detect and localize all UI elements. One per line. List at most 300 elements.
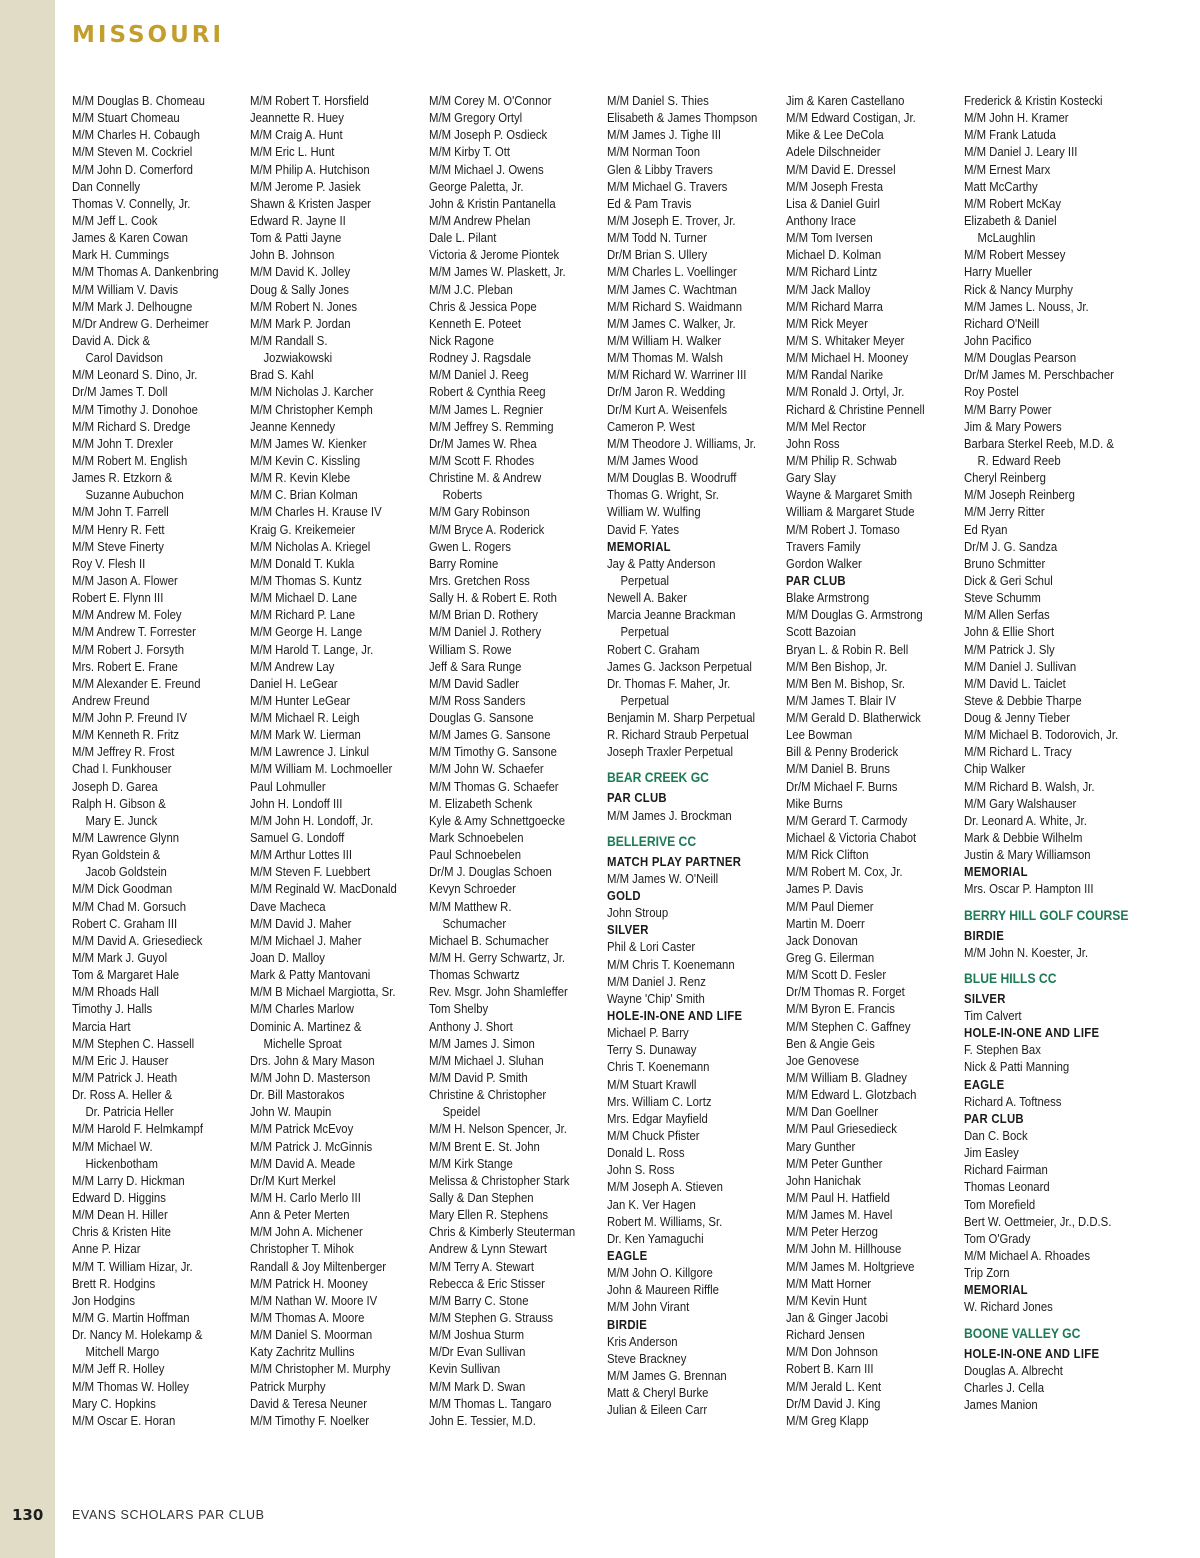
donor-name: M/M Kirby T. Ott	[429, 145, 511, 160]
donor-name: Jack Donovan	[786, 933, 858, 948]
donor-name: M/M James J. Tighe III	[607, 128, 722, 143]
donor-name: M/M Steve Finerty	[72, 539, 164, 554]
donor-name-continuation: McLaughlin	[977, 231, 1036, 246]
donor-name: Mike Burns	[786, 796, 843, 811]
donor-name: Robert B. Karn III	[786, 1362, 874, 1377]
donor-name: M/M John D. Comerford	[72, 162, 193, 177]
donor-name: Brad S. Kahl	[250, 368, 314, 383]
donor-name: M/M James W. O'Neill	[607, 871, 719, 886]
donor-name: M/M John M. Hillhouse	[786, 1242, 902, 1257]
donor-name: M/M James L. Nouss, Jr.	[964, 299, 1089, 314]
donor-name: Dr. Nancy M. Holekamp &	[72, 1328, 203, 1343]
donor-name: Richard & Christine Pennell	[786, 402, 925, 417]
giving-level-heading: MEMORIAL	[964, 865, 1028, 880]
donor-name: James G. Jackson Perpetual	[607, 659, 752, 674]
donor-name: Thomas Leonard	[964, 1180, 1050, 1195]
donor-name: John B. Johnson	[250, 248, 335, 263]
donor-name: Mark Schnoebelen	[429, 831, 524, 846]
donor-name: M/M Thomas W. Holley	[72, 1379, 189, 1394]
donor-name: M/M Philip A. Hutchison	[250, 162, 370, 177]
donor-name: M/M Jeffrey R. Frost	[72, 745, 175, 760]
donor-name-continuation: Roberts	[442, 488, 483, 503]
donor-name: M/M William H. Walker	[607, 333, 722, 348]
donor-name: M/M Stuart Chomeau	[72, 111, 180, 126]
donor-name: M/M William M. Lochmoeller	[250, 762, 393, 777]
donor-column-1	[72, 93, 219, 1430]
donor-name: M/M Daniel S. Moorman	[250, 1328, 373, 1343]
donor-name: M/M Mark P. Jordan	[250, 316, 351, 331]
donor-name: M/M John P. Freund IV	[72, 711, 188, 726]
donor-name: M/M Robert McKay	[964, 196, 1062, 211]
donor-name: Kevyn Schroeder	[429, 882, 516, 897]
donor-name: M/M Ben M. Bishop, Sr.	[786, 676, 906, 691]
donor-name: M/M Barry C. Stone	[429, 1293, 529, 1308]
donor-name: M/M John O. Killgore	[607, 1266, 713, 1281]
donor-name: Anthony Irace	[786, 213, 856, 228]
donor-name: M/M Edward L. Glotzbach	[786, 1088, 917, 1103]
donor-name: M/M James J. Brockman	[607, 808, 732, 823]
donor-name: James & Karen Cowan	[72, 231, 188, 246]
donor-name: M/M Thomas G. Schaefer	[429, 779, 559, 794]
donor-name: Robert E. Flynn III	[72, 591, 164, 606]
donor-name: M/M R. Kevin Klebe	[250, 471, 351, 486]
donor-name: M/M Rhoads Hall	[72, 985, 159, 1000]
giving-level-heading: BIRDIE	[607, 1317, 648, 1332]
donor-name: Jeanne Kennedy	[250, 419, 336, 434]
donor-name: Barry Romine	[429, 556, 499, 571]
donor-name: Mary Gunther	[786, 1139, 856, 1154]
donor-name: M/M Robert J. Tomaso	[786, 522, 900, 537]
donor-name: Martin M. Doerr	[786, 916, 865, 931]
giving-level-heading: HOLE-IN-ONE AND LIFE	[607, 1009, 743, 1024]
donor-name: M/M David J. Maher	[250, 916, 352, 931]
footer-title: EVANS SCHOLARS PAR CLUB	[72, 1508, 265, 1522]
giving-level-heading: EAGLE	[964, 1077, 1005, 1092]
donor-name: M/M David Sadler	[429, 676, 520, 691]
donor-name: Matt McCarthy	[964, 179, 1038, 194]
donor-name: M/M Richard W. Warriner III	[607, 368, 747, 383]
donor-name: Dr. Ross A. Heller &	[72, 1088, 173, 1103]
donor-name: Katy Zachritz Mullins	[250, 1345, 355, 1360]
donor-name: Michael B. Schumacher	[429, 933, 549, 948]
donor-name: Jim Easley	[964, 1146, 1019, 1161]
donor-name: Frederick & Kristin Kostecki	[964, 94, 1103, 108]
donor-name: George Paletta, Jr.	[429, 179, 524, 194]
donor-name: M/M John Virant	[607, 1300, 690, 1315]
donor-name: M/M James M. Holtgrieve	[786, 1259, 915, 1274]
donor-name: M/Dr Evan Sullivan	[429, 1345, 526, 1360]
donor-name: M/M James T. Blair IV	[786, 693, 897, 708]
donor-name: Victoria & Jerome Piontek	[429, 248, 560, 263]
donor-name: M/M Scott F. Rhodes	[429, 453, 535, 468]
donor-name: Michael P. Barry	[607, 1026, 689, 1041]
donor-name: M/M Richard S. Waidmann	[607, 299, 742, 314]
donor-name: M/M Andrew T. Forrester	[72, 625, 196, 640]
donor-name: Chip Walker	[964, 762, 1026, 777]
donor-name-continuation: R. Edward Reeb	[977, 453, 1061, 468]
donor-name: M/M Christopher M. Murphy	[250, 1362, 391, 1377]
donor-name: W. Richard Jones	[964, 1300, 1053, 1315]
donor-name: Dan Connelly	[72, 179, 141, 194]
donor-name: M/M Jack Malloy	[786, 282, 871, 297]
donor-name: M/M Robert M. Cox, Jr.	[786, 865, 903, 880]
donor-name: Paul Lohmuller	[250, 779, 326, 794]
giving-level-heading: GOLD	[607, 889, 641, 904]
donor-name: Steve & Debbie Tharpe	[964, 693, 1082, 708]
donor-name: Dr/M Jaron R. Wedding	[607, 385, 726, 400]
donor-name: M/M Todd N. Turner	[607, 231, 707, 246]
donor-name: M/M Douglas Pearson	[964, 351, 1077, 366]
donor-name: M/M Patrick J. McGinnis	[250, 1139, 373, 1154]
donor-name: Benjamin M. Sharp Perpetual	[607, 711, 756, 726]
donor-name: M/M Scott D. Fesler	[786, 968, 887, 983]
donor-name: M/M Joseph Fresta	[786, 179, 884, 194]
donor-name: Ralph H. Gibson &	[72, 796, 166, 811]
donor-name: Andrew & Lynn Stewart	[429, 1242, 548, 1257]
donor-name: M/M Andrew Lay	[250, 659, 335, 674]
donor-name: M/M H. Gerry Schwartz, Jr.	[429, 951, 566, 966]
donor-name: M/M Norman Toon	[607, 145, 701, 160]
donor-column-2	[250, 93, 397, 1430]
donor-name: M/M Steven M. Cockriel	[72, 145, 193, 160]
donor-name: Charles J. Cella	[964, 1380, 1045, 1395]
club-heading: BERRY HILL GOLF COURSE	[964, 907, 1129, 923]
donor-name: Daniel H. LeGear	[250, 676, 338, 691]
donor-name: M/M Thomas M. Walsh	[607, 351, 723, 366]
donor-name: M/M Matthew R.	[429, 899, 512, 914]
donor-name: M/M C. Brian Kolman	[250, 488, 358, 503]
donor-name: John Pacifico	[964, 333, 1032, 348]
donor-name: M/M James J. Simon	[429, 1036, 535, 1051]
donor-name: M/M S. Whitaker Meyer	[786, 333, 905, 348]
donor-name: M/M Daniel B. Bruns	[786, 762, 890, 777]
donor-name: Richard Jensen	[786, 1328, 865, 1343]
donor-name: Rebecca & Eric Stisser	[429, 1276, 545, 1291]
donor-name: Joseph D. Garea	[72, 779, 158, 794]
donor-name: John S. Ross	[607, 1163, 675, 1178]
donor-name: Douglas G. Sansone	[429, 711, 534, 726]
donor-name: Dave Macheca	[250, 899, 326, 914]
donor-name: Nick Ragone	[429, 333, 494, 348]
donor-name: M/M James Wood	[607, 453, 699, 468]
donor-name: M/M Stephen C. Gaffney	[786, 1019, 911, 1034]
donor-name: Dick & Geri Schul	[964, 573, 1053, 588]
donor-name: M/M Jerry Ritter	[964, 505, 1045, 520]
donor-name: Shawn & Kristen Jasper	[250, 196, 371, 211]
donor-name: Thomas G. Wright, Sr.	[607, 488, 719, 503]
donor-name: M/M John A. Michener	[250, 1225, 363, 1240]
donor-name: William & Margaret Stude	[786, 505, 915, 520]
donor-name: Timothy J. Halls	[72, 1002, 153, 1017]
donor-name: Roy V. Flesh II	[72, 556, 146, 571]
donor-name: Harry Mueller	[964, 265, 1033, 280]
donor-name: M/M John W. Schaefer	[429, 762, 544, 777]
donor-name: Dale L. Pilant	[429, 231, 497, 246]
donor-name-continuation: Schumacher	[442, 916, 507, 931]
donor-name: M/M Mel Rector	[786, 419, 866, 434]
donor-name: M/M Dean H. Hiller	[72, 1208, 168, 1223]
donor-name: M/M Allen Serfas	[964, 608, 1050, 623]
donor-name: Chris & Kristen Hite	[72, 1225, 171, 1240]
donor-name: Dr. Thomas F. Maher, Jr.	[607, 676, 731, 691]
donor-name: M/M Joshua Sturm	[429, 1328, 525, 1343]
donor-name: M/M John T. Farrell	[72, 505, 169, 520]
donor-name: M/M Joseph E. Trover, Jr.	[607, 213, 736, 228]
donor-name: Mark & Patty Mantovani	[250, 968, 371, 983]
donor-name: M/M Stephen G. Strauss	[429, 1310, 554, 1325]
club-heading: BEAR CREEK GC	[607, 770, 709, 786]
donor-name: M/M B Michael Margiotta, Sr.	[250, 985, 396, 1000]
donor-name: M/M Peter Gunther	[786, 1156, 883, 1171]
donor-name-continuation: Mary E. Junck	[85, 813, 158, 828]
donor-name: Elisabeth & James Thompson	[607, 111, 758, 126]
donor-name: Jim & Karen Castellano	[786, 94, 905, 108]
donor-name: M/M Thomas A. Dankenbring	[72, 265, 219, 280]
donor-name: Dr/M James W. Rhea	[429, 436, 537, 451]
donor-name: M/M Larry D. Hickman	[72, 1173, 185, 1188]
donor-name: M/M Charles H. Cobaugh	[72, 128, 200, 143]
donor-name: Mrs. Gretchen Ross	[429, 573, 530, 588]
donor-name: Tom & Patti Jayne	[250, 231, 342, 246]
donor-name: Greg G. Eilerman	[786, 951, 875, 966]
donor-name: Anthony J. Short	[429, 1019, 513, 1034]
donor-name: M/M Richard Marra	[786, 299, 883, 314]
donor-name: Robert C. Graham	[607, 642, 700, 657]
donor-name: M/M Richard L. Tracy	[964, 745, 1072, 760]
donor-name: M/M Joseph P. Osdieck	[429, 128, 548, 143]
donor-name: Joseph Traxler Perpetual	[607, 745, 734, 760]
donor-name: M/M Greg Klapp	[786, 1413, 869, 1428]
donor-name: John & Kristin Pantanella	[429, 196, 556, 211]
donor-name: Dr/M J. Douglas Schoen	[429, 865, 552, 880]
donor-name: M/M Craig A. Hunt	[250, 128, 343, 143]
donor-name: John Hanichak	[786, 1173, 861, 1188]
donor-name: Jan & Ginger Jacobi	[786, 1310, 889, 1325]
donor-name: M/M Daniel S. Thies	[607, 94, 709, 108]
donor-name: M/M Patrick McEvoy	[250, 1122, 354, 1137]
donor-name: M/M James M. Havel	[786, 1208, 893, 1223]
donor-name: M/M Eric J. Hauser	[72, 1053, 169, 1068]
donor-name: Dr/M David J. King	[786, 1396, 881, 1411]
donor-name: M/M Timothy F. Noelker	[250, 1413, 370, 1428]
donor-name: Joe Genovese	[786, 1053, 860, 1068]
donor-name: M/M James G. Brennan	[607, 1368, 727, 1383]
donor-column-5	[786, 93, 925, 1430]
donor-name: Rev. Msgr. John Shamleffer	[429, 985, 568, 1000]
donor-name: M/M Randall S.	[250, 333, 328, 348]
donor-name: Mary Ellen R. Stephens	[429, 1208, 549, 1223]
donor-name-continuation: Jacob Goldstein	[85, 865, 167, 880]
donor-name: M/M Christopher Kemph	[250, 402, 373, 417]
donor-name: M/M Randal Narike	[786, 368, 884, 383]
donor-name: M/M Douglas B. Woodruff	[607, 471, 737, 486]
donor-name: Richard A. Toftness	[964, 1094, 1062, 1109]
donor-name: Roy Postel	[964, 385, 1019, 400]
donor-name: David A. Dick &	[72, 333, 151, 348]
donor-name: M/M John H. Kramer	[964, 111, 1069, 126]
donor-name: M/M Jeff R. Holley	[72, 1362, 165, 1377]
page-heading: MISSOURI	[72, 22, 225, 48]
donor-name: Phil & Lori Caster	[607, 940, 696, 955]
donor-name: M/M Robert N. Jones	[250, 299, 358, 314]
donor-name: M/M Michael J. Sluhan	[429, 1053, 544, 1068]
donor-name: M/M Daniel J. Leary III	[964, 145, 1078, 160]
donor-name: M/M David K. Jolley	[250, 265, 351, 280]
donor-name: Melissa & Christopher Stark	[429, 1173, 570, 1188]
donor-name: M/M Michael B. Todorovich, Jr.	[964, 728, 1119, 743]
giving-level-heading: BIRDIE	[964, 928, 1005, 943]
donor-name: F. Stephen Bax	[964, 1043, 1041, 1058]
donor-name: M/M John T. Drexler	[72, 436, 174, 451]
donor-name: Jeannette R. Huey	[250, 111, 344, 126]
donor-name: Blake Armstrong	[786, 591, 870, 606]
donor-name: Jon Hodgins	[72, 1293, 136, 1308]
donor-name: Ryan Goldstein &	[72, 848, 161, 863]
donor-name: James P. Davis	[786, 882, 864, 897]
giving-level-heading: HOLE-IN-ONE AND LIFE	[964, 1346, 1100, 1361]
donor-name: Newell A. Baker	[607, 591, 688, 606]
donor-name: M/M Kirk Stange	[429, 1156, 513, 1171]
donor-name: M/M David P. Smith	[429, 1071, 528, 1086]
donor-name: Dr/M J. G. Sandza	[964, 539, 1058, 554]
donor-name: Sally & Dan Stephen	[429, 1191, 534, 1205]
donor-name: M/M Frank Latuda	[964, 128, 1056, 143]
donor-name: John & Maureen Riffle	[607, 1283, 719, 1298]
donor-name: M/M David L. Taiclet	[964, 676, 1066, 691]
donor-name: John E. Tessier, M.D.	[429, 1413, 536, 1428]
donor-name: M/M Hunter LeGear	[250, 693, 351, 708]
donor-name: Cheryl Reinberg	[964, 471, 1046, 486]
donor-name: M/M Gary Walshauser	[964, 796, 1077, 811]
donor-name: Paul Schnoebelen	[429, 848, 522, 863]
donor-name: Gary Slay	[786, 471, 836, 486]
donor-name: M/M Richard B. Walsh, Jr.	[964, 779, 1095, 794]
donor-name: Mrs. Robert E. Frane	[72, 659, 178, 674]
donor-name: Dr. Leonard A. White, Jr.	[964, 813, 1087, 828]
donor-name: M/M James C. Wachtman	[607, 282, 737, 297]
donor-name: Marcia Jeanne Brackman	[607, 608, 736, 623]
donor-name-continuation: Speidel	[442, 1105, 481, 1120]
donor-name: M/M Thomas A. Moore	[250, 1310, 365, 1325]
donor-name: M/M Daniel J. Reeg	[429, 368, 529, 383]
donor-name: Gwen L. Rogers	[429, 539, 511, 554]
donor-name: Mark & Debbie Wilhelm	[964, 831, 1083, 846]
donor-name: Christine & Christopher	[429, 1088, 547, 1103]
donor-name: M/M Robert M. English	[72, 453, 188, 468]
donor-name: Kevin Sullivan	[429, 1362, 501, 1377]
donor-name: Richard O'Neill	[964, 316, 1040, 331]
donor-name: M/M Andrew Phelan	[429, 213, 531, 228]
donor-name: Chad I. Funkhouser	[72, 762, 172, 777]
donor-column-6	[964, 93, 1128, 1414]
donor-name: M/M Kenneth R. Fritz	[72, 728, 180, 743]
donor-name: M/M Timothy J. Donohoe	[72, 402, 198, 417]
donor-name: M/M Nathan W. Moore IV	[250, 1293, 378, 1308]
donor-name: M/M Stuart Krawll	[607, 1077, 697, 1092]
donor-name: M/M Steven F. Luebbert	[250, 865, 371, 880]
donor-name: M/M Jason A. Flower	[72, 573, 178, 588]
donor-name: M/M John D. Masterson	[250, 1071, 371, 1086]
donor-name: James R. Etzkorn &	[72, 471, 173, 486]
donor-name: M/M Charles H. Krause IV	[250, 505, 382, 520]
donor-name: Chris T. Koenemann	[607, 1060, 710, 1075]
donor-name: John H. Londoff III	[250, 796, 343, 811]
donor-name: Thomas V. Connelly, Jr.	[72, 196, 191, 211]
donor-name-continuation: Perpetual	[620, 625, 670, 640]
donor-name: M/M Charles Marlow	[250, 1002, 354, 1017]
donor-name: M/M Richard S. Dredge	[72, 419, 191, 434]
donor-name: David & Teresa Neuner	[250, 1396, 367, 1411]
donor-name: M/M Chris T. Koenemann	[607, 957, 735, 972]
donor-name: Travers Family	[786, 539, 861, 554]
donor-name: Lee Bowman	[786, 728, 853, 743]
donor-name: Doug & Jenny Tieber	[964, 711, 1070, 726]
donor-name: M. Elizabeth Schenk	[429, 796, 533, 811]
donor-name: M/M Peter Herzog	[786, 1225, 878, 1240]
donor-name: Dominic A. Martinez &	[250, 1019, 362, 1034]
donor-name: Jeff & Sara Runge	[429, 659, 522, 674]
donor-name: Terry S. Dunaway	[607, 1043, 697, 1058]
donor-name: M/M Richard P. Lane	[250, 608, 356, 623]
donor-name: M/M Michael W.	[72, 1139, 153, 1154]
donor-name: M/M Theodore J. Williams, Jr.	[607, 436, 757, 451]
donor-name: M/M Matt Horner	[786, 1276, 872, 1291]
donor-name: Joan D. Malloy	[250, 951, 325, 966]
donor-name: M/M Henry R. Fett	[72, 522, 165, 537]
donor-name: M/M James C. Walker, Jr.	[607, 316, 736, 331]
page-number: 130	[12, 1506, 44, 1524]
donor-name: Dr/M Kurt A. Weisenfels	[607, 402, 728, 417]
donor-name: Dr/M Brian S. Ullery	[607, 248, 708, 263]
donor-name: M/M Charles L. Voellinger	[607, 265, 737, 280]
donor-name: Dr/M Thomas R. Forget	[786, 985, 905, 1000]
club-heading: BLUE HILLS CC	[964, 970, 1057, 986]
donor-name: M/M Reginald W. MacDonald	[250, 882, 397, 897]
donor-name: M/M Patrick J. Heath	[72, 1071, 178, 1086]
donor-name: Jay & Patty Anderson	[607, 556, 716, 571]
donor-name: Randall & Joy Miltenberger	[250, 1259, 387, 1274]
donor-name: Marcia Hart	[72, 1019, 131, 1034]
donor-name: Dr. Bill Mastorakos	[250, 1088, 345, 1103]
donor-name: John W. Maupin	[250, 1105, 332, 1120]
donor-name: Bruno Schmitter	[964, 556, 1046, 571]
donor-name: M/M H. Carlo Merlo III	[250, 1191, 361, 1205]
donor-name: M/M Robert J. Forsyth	[72, 642, 185, 657]
donor-name: Jan K. Ver Hagen	[607, 1197, 696, 1212]
donor-name: M/M Alexander E. Freund	[72, 676, 201, 691]
donor-name: David F. Yates	[607, 522, 680, 537]
giving-level-heading: MEMORIAL	[964, 1283, 1028, 1298]
donor-name: Matt & Cheryl Burke	[607, 1386, 709, 1401]
donor-name-continuation: Jozwiakowski	[263, 351, 333, 366]
donor-name: Barbara Sterkel Reeb, M.D. &	[964, 436, 1114, 451]
donor-name: Tom & Margaret Hale	[72, 968, 180, 983]
donor-name: Patrick Murphy	[250, 1379, 326, 1394]
donor-name: Glen & Libby Travers	[607, 162, 713, 177]
donor-name: M/M J.C. Pleban	[429, 282, 513, 297]
donor-name: M/M Arthur Lottes III	[250, 848, 353, 863]
donor-name-continuation: Perpetual	[620, 693, 670, 708]
donor-name: M/M Don Johnson	[786, 1345, 878, 1360]
donor-name: Robert & Cynthia Reeg	[429, 385, 546, 400]
donor-name: M/M Oscar E. Horan	[72, 1413, 176, 1428]
donor-name: M/M Mark D. Swan	[429, 1379, 526, 1394]
donor-name: M/M Dan Goellner	[786, 1105, 878, 1120]
donor-name: M/M Lawrence Glynn	[72, 831, 180, 846]
donor-name: M/M Harold F. Helmkampf	[72, 1122, 204, 1137]
donor-name: M/M Patrick H. Mooney	[250, 1276, 368, 1291]
donor-name: M/M Ronald J. Ortyl, Jr.	[786, 385, 905, 400]
